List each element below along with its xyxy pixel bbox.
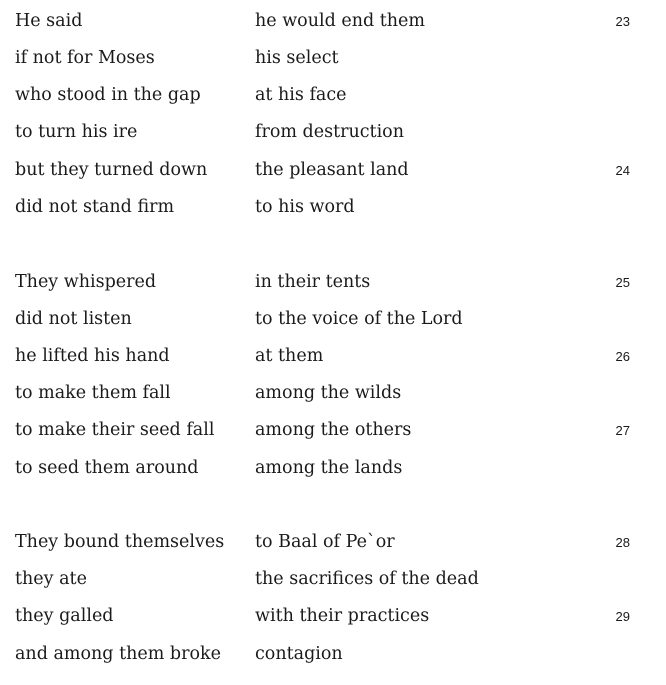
line-second-half: among the lands [255,458,403,478]
line-second-half: contagion [255,644,343,664]
line-first-half: did not listen [15,309,132,329]
line-second-half: the sacrifices of the dead [255,569,479,589]
poem-line [0,567,666,591]
poem-line [0,642,666,666]
line-first-half: they ate [15,569,87,589]
poem-line [0,418,666,442]
verse-number: 25 [615,275,630,290]
line-second-half: at them [255,346,324,366]
line-second-half: among the wilds [255,383,402,403]
poem-line [0,456,666,480]
line-second-half: at his face [255,85,347,105]
poem-line [0,344,666,368]
verse-number: 26 [615,349,630,364]
poem-line [0,120,666,144]
verse-number: 27 [615,423,630,438]
poem-line [0,270,666,294]
poem-line [0,83,666,107]
line-second-half: he would end them [255,11,425,31]
line-second-half: to Baal of Pe`or [255,532,395,552]
verse-number: 29 [615,609,630,624]
line-first-half: They whispered [15,272,157,292]
poem-line [0,9,666,33]
line-first-half: He said [15,11,83,31]
poem-line [0,158,666,182]
line-first-half: but they turned down [15,160,208,180]
poem-line [0,195,666,219]
line-second-half: the pleasant land [255,160,409,180]
line-second-half: to the voice of the Lord [255,309,463,329]
line-second-half: among the others [255,420,412,440]
line-first-half: and among them broke [15,644,221,664]
line-first-half: who stood in the gap [15,85,201,105]
poem-line [0,307,666,331]
poem-line [0,381,666,405]
line-first-half: did not stand firm [15,197,175,217]
poem-line [0,530,666,554]
line-second-half: to his word [255,197,355,217]
line-first-half: to make their seed fall [15,420,215,440]
line-first-half: if not for Moses [15,48,155,68]
verse-number: 24 [615,163,630,178]
line-second-half: from destruction [255,122,404,142]
line-second-half: with their practices [255,606,430,626]
verse-number: 28 [615,535,630,550]
poem-line [0,604,666,628]
line-first-half: to turn his ire [15,122,138,142]
line-second-half: his select [255,48,339,68]
line-first-half: they galled [15,606,114,626]
poem-line [0,46,666,70]
line-first-half: to make them fall [15,383,171,403]
line-second-half: in their tents [255,272,371,292]
line-first-half: They bound themselves [15,532,225,552]
line-first-half: he lifted his hand [15,346,170,366]
verse-number: 23 [615,14,630,29]
line-first-half: to seed them around [15,458,199,478]
